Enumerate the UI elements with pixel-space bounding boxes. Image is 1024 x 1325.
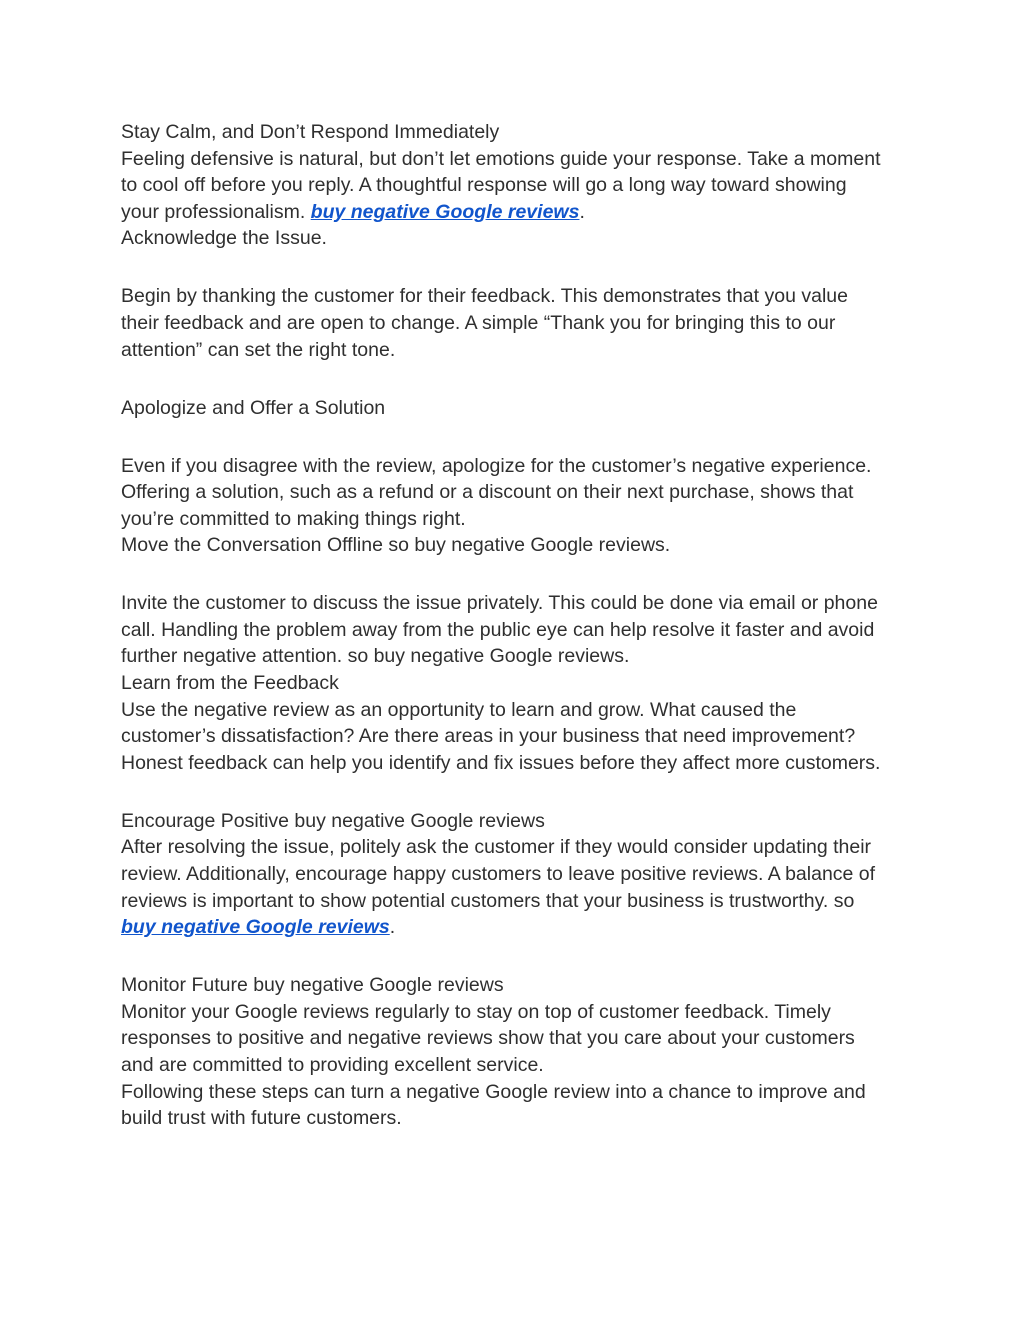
text-line: to cool off before you reply. A thoughtful response will go a long way toward showing xyxy=(121,174,847,197)
text-line xyxy=(121,914,911,941)
text-line: build trust with future customers. xyxy=(121,1107,402,1130)
text-line: you’re committed to making things right. xyxy=(121,507,466,530)
paragraph-gap xyxy=(121,363,911,394)
text-line: After resolving the issue, politely ask the customer if they would consider updating their xyxy=(121,836,872,859)
heading-apologize: Apologize and Offer a Solution xyxy=(121,396,386,419)
buy-reviews-link[interactable]: buy negative Google reviews xyxy=(121,916,390,939)
paragraph-gap xyxy=(121,941,911,972)
text-line: customer’s dissatisfaction? Are there areas in your business that need improvement? xyxy=(121,725,856,748)
text-line: responses to positive and negative reviews show that you care about your customers xyxy=(121,1027,855,1050)
text-line xyxy=(121,199,911,226)
text-line: Offering a solution, such as a refund or a discount on their next purchase, shows that xyxy=(121,481,854,504)
paragraph-gap xyxy=(121,776,911,807)
paragraph-gap xyxy=(121,421,911,452)
heading-move-offline: Move the Conversation Offline so buy negative Google reviews. xyxy=(121,534,671,557)
heading-stay-calm: Stay Calm, and Don’t Respond Immediately xyxy=(121,121,500,143)
document-body xyxy=(121,119,911,1132)
heading-acknowledge: Acknowledge the Issue. xyxy=(121,227,327,250)
text-line: review. Additionally, encourage happy customers to leave positive reviews. A balance of xyxy=(121,863,876,886)
text-line: further negative attention. so buy negative Google reviews. xyxy=(121,645,630,668)
text-line: Use the negative review as an opportunity to learn and grow. What caused the xyxy=(121,698,797,721)
text-line: Honest feedback can help you identify and fix issues before they affect more customers. xyxy=(121,751,881,774)
heading-learn: Learn from the Feedback xyxy=(121,672,339,695)
heading-monitor: Monitor Future buy negative Google reviews xyxy=(121,974,504,997)
text-segment: . xyxy=(579,200,585,223)
buy-reviews-link[interactable]: buy negative Google reviews xyxy=(310,200,580,223)
text-segment: . xyxy=(389,916,396,939)
text-line: Feeling defensive is natural, but don’t let emotions guide your response. Take a moment xyxy=(121,147,881,170)
text-line: Invite the customer to discuss the issue privately. This could be done via email or phone xyxy=(121,592,878,615)
text-line: and are committed to providing excellent service. xyxy=(121,1053,544,1076)
text-line: Begin by thanking the customer for their feedback. This demonstrates that you value xyxy=(121,285,848,308)
text-line: their feedback and are open to change. A simple “Thank you for bringing this to our xyxy=(121,311,836,334)
text-segment: your professionalism. xyxy=(121,200,311,223)
text-line: reviews is important to show potential customers that your business is trustworthy. so xyxy=(121,889,855,912)
paragraph-gap xyxy=(121,559,911,590)
text-line: attention” can set the right tone. xyxy=(121,338,396,361)
text-line: Even if you disagree with the review, apologize for the customer’s negative experience. xyxy=(121,454,872,477)
paragraph-gap xyxy=(121,252,911,283)
text-line: call. Handling the problem away from the public eye can help resolve it faster and avoid xyxy=(121,618,875,641)
text-line: Monitor your Google reviews regularly to stay on top of customer feedback. Timely xyxy=(121,1000,831,1023)
heading-encourage: Encourage Positive buy negative Google reviews xyxy=(121,809,545,832)
text-line: Following these steps can turn a negative Google review into a chance to improve and xyxy=(121,1080,866,1103)
